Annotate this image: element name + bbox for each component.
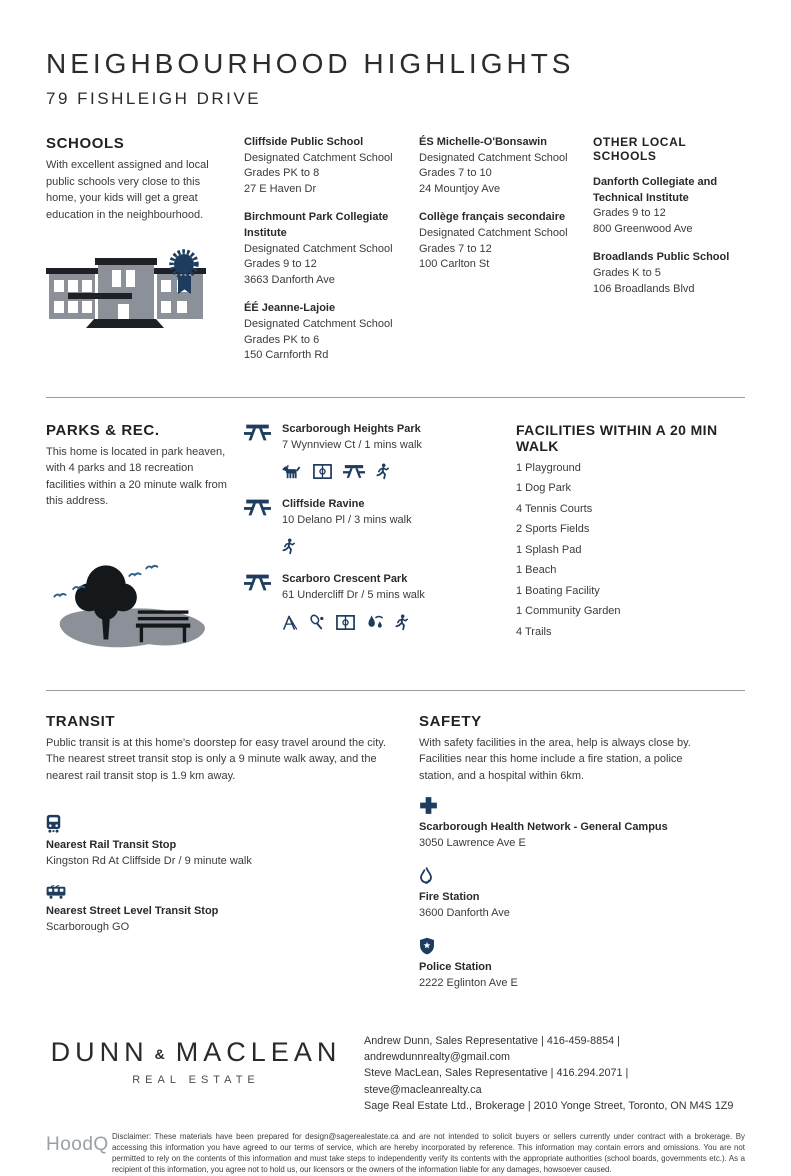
tennis-court-icon: [309, 614, 325, 631]
school-grades: Grades 7 to 12: [419, 242, 492, 255]
parks-description: This home is located in park heaven, with 4 parks and 18 recreation facilities within a 20 minute walk from this address.: [46, 445, 227, 508]
school-address: 27 E Haven Dr: [244, 182, 317, 195]
dog-park-icon: [282, 463, 302, 480]
safety-facility-detail: 3050 Lawrence Ave E: [419, 837, 526, 850]
school-grades: Grades K to 5: [593, 267, 661, 280]
school-address: 24 Mountjoy Ave: [419, 182, 501, 195]
brokerage-logo: [46, 1033, 346, 1086]
section-divider: [46, 397, 745, 398]
splash-pad-icon: [366, 614, 384, 631]
fire-flame-icon: [419, 867, 433, 885]
safety-facility-entry: [419, 796, 719, 852]
school-name: Danforth Collegiate and Technical Institute: [593, 176, 718, 204]
transit-safety-section: [46, 713, 745, 1007]
schools-heading: SCHOOLS: [46, 135, 125, 152]
safety-facility-entry: [419, 867, 719, 922]
contact-info: [346, 1033, 745, 1114]
school-entry: [419, 210, 579, 272]
parks-intro-column: [46, 422, 244, 670]
safety-description: With safety facilities in the area, help is always close by. Facilities near this home include a fire station, a police station, and a hospital within 6km.: [419, 736, 691, 782]
trail-icon: [395, 614, 408, 631]
parks-section: [46, 422, 745, 670]
park-scene-icon: [46, 538, 224, 665]
facility-item: 1 Splash Pad: [516, 543, 582, 556]
school-grades: Grades 7 to 10: [419, 167, 492, 180]
facility-item: 1 Boating Facility: [516, 584, 600, 597]
transit-stop-label: Nearest Street Level Transit Stop: [46, 905, 219, 918]
school-building-illustration: [46, 249, 214, 342]
schools-description: With excellent assigned and local public schools very close to this home, your kids will get a great education in the neighbourhood.: [46, 159, 209, 221]
safety-facility-label: Scarborough Health Network - General Campus: [419, 821, 668, 834]
facility-item: 4 Tennis Courts: [516, 502, 593, 515]
brand-last: MACLEAN: [175, 1037, 342, 1068]
brand-ampersand: &: [154, 1046, 170, 1063]
park-entry: [244, 572, 502, 634]
schools-column-1: [244, 135, 419, 377]
picnic-table-icon: [244, 573, 271, 592]
page-subtitle: 79 FISHLEIGH DRIVE: [46, 89, 262, 108]
safety-facility-detail: 3600 Danforth Ave: [419, 907, 510, 920]
park-entry: [244, 422, 502, 484]
school-entry: [244, 135, 405, 197]
streetcar-icon: [46, 885, 66, 899]
schools-column-2: [419, 135, 593, 377]
trail-icon: [376, 463, 389, 480]
school-name: Broadlands Public School: [593, 251, 730, 264]
page-title: NEIGHBOURHOOD HIGHLIGHTS: [46, 48, 575, 79]
playground-icon: [282, 614, 298, 631]
hoodq-logo: HoodQ: [46, 1133, 109, 1155]
parks-heading: PARKS & REC.: [46, 421, 160, 439]
park-detail: 7 Wynnview Ct / 1 mins walk: [282, 438, 422, 451]
transit-stop-detail: Kingston Rd At Cliffside Dr / 9 minute walk: [46, 855, 252, 868]
facility-item: 1 Beach: [516, 564, 557, 577]
school-name: ÉS Michelle-O'Bonsawin: [419, 136, 547, 148]
transit-stop-entry: [46, 814, 393, 870]
school-address: 150 Carnforth Rd: [244, 349, 329, 362]
school-type: Designated Catchment School: [419, 151, 568, 164]
school-name: ÉÉ Jeanne-Lajoie: [244, 302, 336, 315]
transit-stop-detail: Scarborough GO: [46, 921, 130, 934]
hospital-cross-icon: [419, 796, 438, 815]
facility-item: 2 Sports Fields: [516, 523, 590, 536]
transit-stop-label: Nearest Rail Transit Stop: [46, 839, 177, 852]
header: [46, 48, 745, 109]
park-amenities: [282, 537, 412, 556]
school-grades: Grades PK to 8: [244, 167, 320, 180]
park-entry: [244, 497, 502, 559]
school-address: 106 Broadlands Blvd: [593, 282, 695, 295]
school-entry: [593, 250, 731, 297]
brokerage-name: [46, 1037, 346, 1068]
bird-icon: [129, 573, 140, 576]
brand-first: DUNN: [50, 1037, 149, 1068]
park-name: Cliffside Ravine: [282, 498, 365, 511]
school-entry: [593, 175, 731, 237]
sports-field-icon: [336, 614, 355, 631]
safety-heading: SAFETY: [419, 712, 482, 730]
facilities-heading: FACILITIES WITHIN A 20 MIN WALK: [516, 421, 718, 454]
brokerage-tagline: REAL ESTATE: [132, 1074, 260, 1087]
legal-row: [46, 1132, 745, 1176]
sports-field-icon: [313, 463, 332, 480]
school-grades: Grades PK to 6: [244, 333, 320, 346]
bird-icon: [146, 566, 157, 569]
section-divider: [46, 690, 745, 691]
school-name: Birchmount Park Collegiate Institute: [244, 211, 389, 240]
school-building-icon: [46, 249, 214, 337]
school-name: Cliffside Public School: [244, 136, 364, 148]
transit-column: [46, 713, 419, 1007]
other-schools-heading: OTHER LOCAL SCHOOLS: [593, 135, 687, 163]
facility-item: 1 Dog Park: [516, 482, 572, 495]
safety-facility-detail: 2222 Eglinton Ave E: [419, 977, 518, 990]
school-type: Designated Catchment School: [244, 318, 393, 331]
facilities-column: [516, 422, 745, 670]
school-entry: [244, 210, 405, 288]
safety-facility-label: Fire Station: [419, 891, 480, 904]
school-grades: Grades 9 to 12: [593, 207, 666, 220]
police-shield-icon: [419, 937, 435, 955]
schools-section: [46, 135, 745, 377]
park-detail: 61 Undercliff Dr / 5 mins walk: [282, 588, 425, 601]
facility-item: 1 Playground: [516, 461, 581, 474]
school-type: Designated Catchment School: [244, 151, 393, 164]
transit-heading: TRANSIT: [46, 712, 116, 730]
parks-list-column: [244, 422, 516, 670]
school-entry: [419, 135, 579, 197]
transit-description: Public transit is at this home's doorstep for easy travel around the city. The nearest street transit stop is only a 9 minute walk away, and the nearest rail transit stop is 1.9 km away.: [46, 736, 387, 782]
picnic-table-icon: [244, 498, 271, 517]
other-schools-column: [593, 135, 745, 377]
trail-icon: [282, 538, 295, 555]
picnic-table-icon: [244, 423, 271, 442]
school-grades: Grades 9 to 12: [244, 258, 317, 271]
park-amenities: [282, 613, 425, 632]
footer: [46, 1033, 745, 1114]
contact-line: Steve MacLean, Sales Representative | 416.294.2071 | steve@macleanrealty.ca: [364, 1067, 629, 1096]
safety-facility-label: Police Station: [419, 961, 492, 974]
facility-item: 1 Community Garden: [516, 605, 621, 618]
school-address: 3663 Danforth Ave: [244, 273, 335, 286]
park-name: Scarboro Crescent Park: [282, 573, 408, 586]
facility-item: 4 Trails: [516, 625, 552, 638]
school-type: Designated Catchment School: [419, 227, 568, 240]
school-name: Collège français secondaire: [419, 211, 566, 224]
school-address: 100 Carlton St: [419, 258, 490, 271]
bird-icon: [54, 594, 65, 597]
transit-stop-entry: [46, 885, 393, 936]
park-detail: 10 Delano Pl / 3 mins walk: [282, 513, 412, 526]
train-icon: [46, 814, 61, 833]
contact-line: Sage Real Estate Ltd., Brokerage | 2010 Yonge Street, Toronto, ON M4S 1Z9: [364, 1099, 734, 1112]
park-amenities: [282, 462, 422, 481]
disclaimer-text: Disclaimer: These materials have been prepared for design@sagerealestate.ca and are not intended to solicit buyers or sellers currently under contract with a brokerage. By accessing this information you have agreed to our terms of service, which are hereby incorporated by reference. This information may contain errors and omissions. You are not permitted to rely on the contents of this information and must take steps to independently verify its contents with the appropriate authorities (school boards, governments etc.). As a recipient of this information, you agree not to hold us, our licensors or the owners of the information liable for any damages, howsoever caused.: [112, 1131, 745, 1174]
park-name: Scarborough Heights Park: [282, 422, 421, 435]
picnic-table-icon: [343, 463, 365, 480]
school-entry: [244, 301, 405, 363]
contact-line: Andrew Dunn, Sales Representative | 416-459-8854 | andrewdunnrealty@gmail.com: [364, 1035, 620, 1064]
school-address: 800 Greenwood Ave: [593, 222, 693, 235]
park-illustration: [46, 538, 224, 670]
school-type: Designated Catchment School: [244, 242, 393, 255]
safety-facility-entry: [419, 937, 719, 992]
safety-column: [419, 713, 745, 1007]
schools-intro-column: [46, 135, 244, 377]
